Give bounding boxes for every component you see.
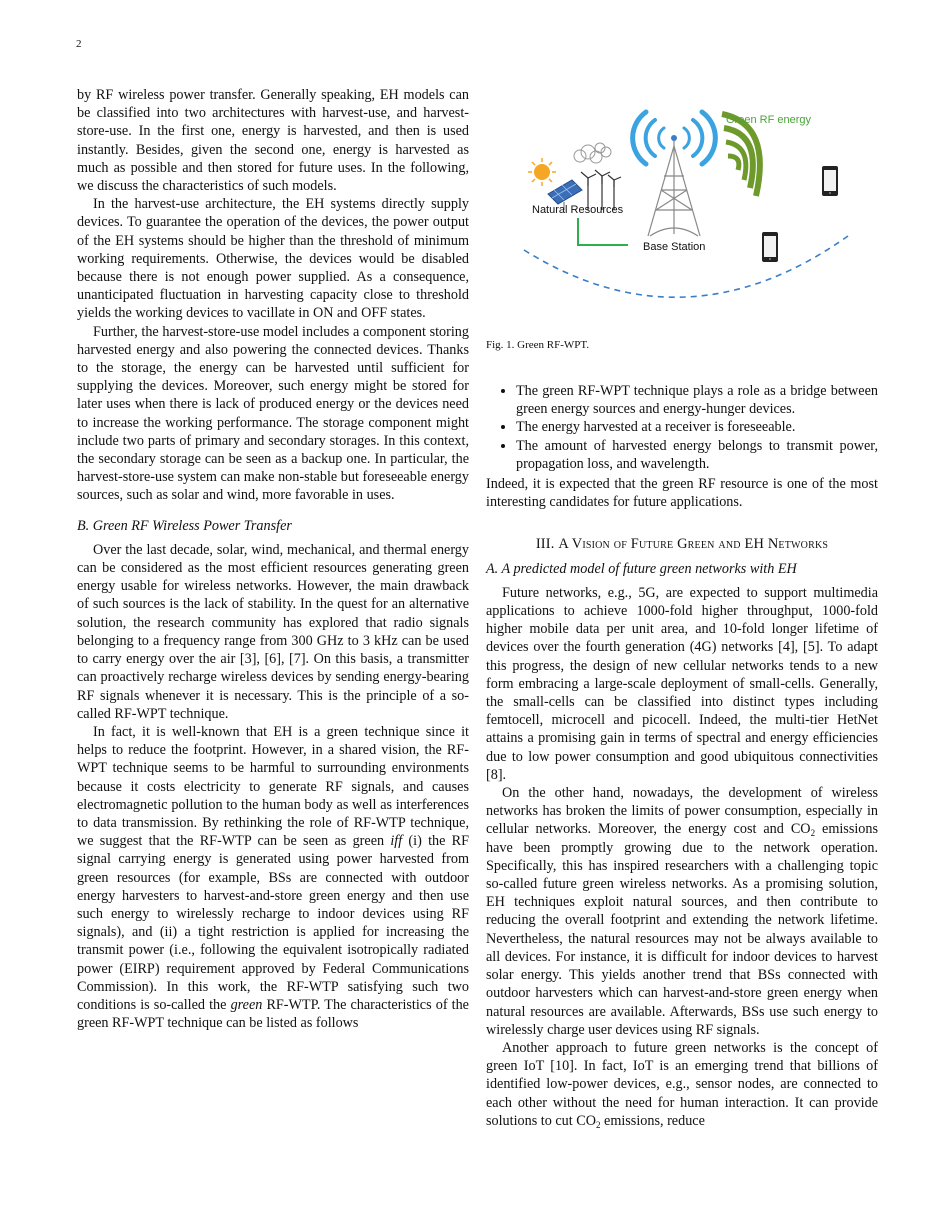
page-number: 2 xyxy=(76,38,82,50)
connection-line xyxy=(578,218,628,245)
paragraph: Another approach to future green networks is the concept of green IoT [10]. In fact, IoT is an emerging trend that billions of identified low-power devices, e.g., sensor nodes, are connected to each other without the need for human interaction. It can provide solutions to cut $CO_2$ emissions, reduce xyxy=(486,1039,878,1130)
list-item: • The green RF-WPT technique plays a role as a bridge between green energy sources and energy-hunger devices. xyxy=(516,382,878,418)
cloud-icon xyxy=(574,143,611,163)
paragraph: Further, the harvest-store-use model includes a component storing harvested energy and also powering the connected devices. Thanks to the storage, the energy can be harvested until sufficient for supplying the devices. Moreover, such energy might be stored for later uses when there is lack of produced energy or the devices need to increase the working performance. The storage component might include two parts of primary and secondary storages. In this context, the secondary storage can be seen as a backup one. In particular, the harvest-store-use system can make non-stable but foreseeable energy sources, such as solar and wind, more favorable in uses. xyxy=(77,323,469,504)
bullet-list xyxy=(486,382,878,473)
antenna-icon xyxy=(671,135,677,141)
left-column xyxy=(77,86,469,1032)
list-item: • The amount of harvested energy belongs to transmit power, propagation loss, and wavelength. xyxy=(516,437,878,473)
paragraph: On the other hand, nowadays, the development of wireless networks has broken the limits of power consumption, especially in cellular networks. Moreover, the energy cost and $CO_2$ emissions have been promptly growing due to the network operation. Specifically, this has inspired researchers with a challenging topic so-called future green wireless networks. As a promising solution, EH techniques exploit natural sources, and then contribute to reducing the overall footprint and extending the network lifetime. Nevertheless, the natural resources may not be always available to all devices. For instance, it is difficult for indoor devices to harvest solar energy. This yields another trend that BSs connected with outdoor harvesters which can harvest-and-store green energy when natural resources are available. Afterwards, BSs use such energy to wirelessly charge user devices using RF signals. xyxy=(486,785,879,1038)
subsection-heading-a: A. A predicted model of future green networks with EH xyxy=(486,560,797,577)
phone-icon xyxy=(822,166,838,196)
figure-green-rf-wpt xyxy=(486,86,878,356)
paragraph: In fact, it is well-known that EH is a green technique since it helps to reduce the footprint. However, in a shared vision, the RF-WPT technique seems to be harmful to surrounding environments because it costs electricity to generate RF signals, and causes electromagnetic pollution to the human body as well as interferences to data transmission. By rethinking the role of RF-WTP technique, we suggest that the RF-WTP can be seen as green iff (i) the RF signal carrying energy is generated using power harvested from green resources (for example, BSs are connected with outdoor energy harvesters to harvest-and-store green energy and then use such energy to wirelessly recharge to indoor devices using RF signals), and (ii) a tight restriction is applied for increasing the transmit power (i.e., following the equivalent isotropically radiated power (EIRP) requirement approved by Federal Communications Commission). In this work, the RF-WTP satisfying such two conditions is so-called the green RF-WTP. The characteristics of the green RF-WPT technique can be listed as follows xyxy=(77,723,470,1032)
paragraph: by RF wireless power transfer. Generally speaking, EH models can be classified into two architectures with harvest-use, and harvest-store-use. In the first one, energy is harvested, and then is used instantly. Besides, given the second one, energy is harvested as much as possible and then stored for future uses. In the following, we discuss the characteristics of such models. xyxy=(77,87,469,195)
phone-icon xyxy=(762,232,778,262)
figure-caption: Fig. 1. Green RF-WPT. xyxy=(486,339,590,351)
green-rf-waves-icon xyxy=(722,114,760,196)
figure-illustration xyxy=(486,86,878,326)
paragraph: Over the last decade, solar, wind, mechanical, and thermal energy can be considered as the most efficient resources generating green energy usable for wireless networks. However, the main drawback of such sources is the lack of stability. In the quest for an alternative solution, the research community has explored that radio signals belonging to a frequency range from 300 GHz to 3 kHz can be used to carry energy over the air [3], [6], [7]. On this basis, a transmitter can proactively recharge wireless devices by sending energy-bearing RF signals whenever it is necessary. This is the principle of a so-called RF-WPT technique. xyxy=(77,541,469,722)
right-column-text xyxy=(486,382,878,1130)
section-heading-iii: III. A Vision of Future Green and EH Networks xyxy=(535,536,829,553)
paragraph: Future networks, e.g., 5G, are expected to support multimedia applications to achieve 1000-fold higher throughput, 1000-fold higher mobile data per unit area, and 10-fold longer lifetime of devices over the fourth generation (4G) networks [4], [5]. To adapt this progress, the design of new cellular networks tends to a new form embracing a large-scale deployment of small-cells. Generally, the small-cells can be classified into distinct types including femtocell, microcell and picocell. Indeed, the multi-tier HetNet attains a promising gain in terms of spectral and energy efficiencies due to low power consumption and good ubiquitous connectivities [8]. xyxy=(486,584,878,783)
list-item: • The energy harvested at a receiver is foreseeable. xyxy=(516,418,878,436)
label-base-station: Base Station xyxy=(643,241,706,253)
paragraph: Indeed, it is expected that the green RF resource is one of the most interesting candidates for future applications. xyxy=(486,476,878,511)
label-natural-resources: Natural Resources xyxy=(532,204,624,216)
subsection-heading-b: B. Green RF Wireless Power Transfer xyxy=(77,517,292,534)
sun-icon xyxy=(528,158,556,186)
paragraph: In the harvest-use architecture, the EH systems directly supply devices. To guarantee the operation of the devices, the power output of the EH systems should be higher than the threshold of minimum working requirements. Otherwise, the devices would be disabled because there is not enough power supplied. As a consequence, unanticipated fluctuation in harvesting capacity close to threshold yields the working devices to vacillate in ON and OFF states. xyxy=(77,196,469,322)
label-green-rf-energy: Green RF energy xyxy=(726,114,811,126)
